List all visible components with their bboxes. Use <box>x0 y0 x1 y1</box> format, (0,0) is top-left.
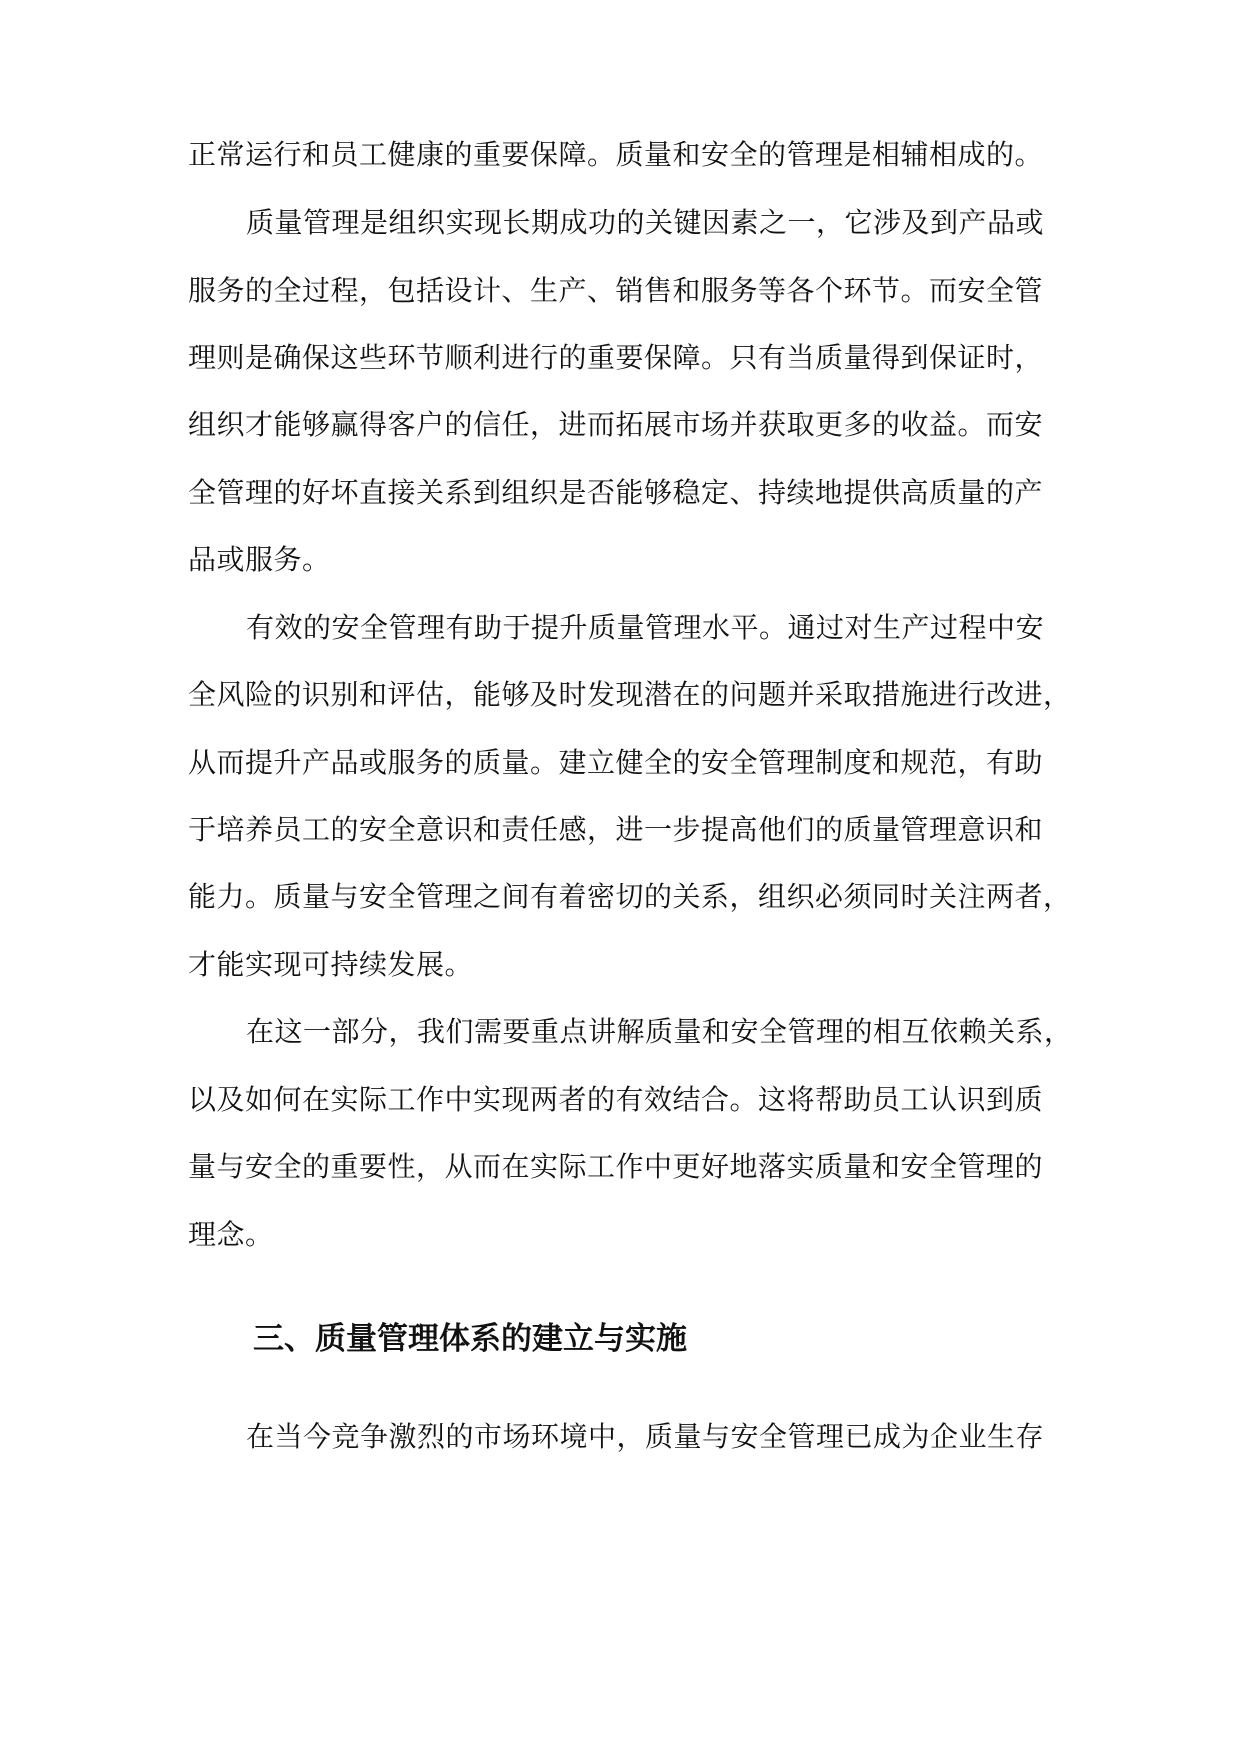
paragraph-line: 从而提升产品或服务的质量。建立健全的安全管理制度和规范，有助 <box>188 746 1044 779</box>
paragraph-line: 能力。质量与安全管理之间有着密切的关系，组织必须同时关注两者， <box>188 880 1072 913</box>
paragraph-line: 正常运行和员工健康的重要保障。质量和安全的管理是相辅相成的。 <box>188 138 1044 171</box>
paragraph-line: 于培养员工的安全意识和责任感，进一步提高他们的质量管理意识和 <box>188 813 1044 846</box>
paragraph-line: 以及如何在实际工作中实现两者的有效结合。这将帮助员工认识到质 <box>188 1083 1044 1116</box>
paragraph-line: 全管理的好坏直接关系到组织是否能够稳定、持续地提供高质量的产 <box>188 476 1044 509</box>
paragraph-line: 在这一部分，我们需要重点讲解质量和安全管理的相互依赖关系， <box>246 1015 1073 1048</box>
section-heading: 三、质量管理体系的建立与实施 <box>253 1321 687 1357</box>
paragraph-line: 有效的安全管理有助于提升质量管理水平。通过对生产过程中安 <box>246 611 1045 644</box>
paragraph-line: 组织才能够赢得客户的信任，进而拓展市场并获取更多的收益。而安 <box>188 408 1044 441</box>
paragraph-line: 理则是确保这些环节顺利进行的重要保障。只有当质量得到保证时， <box>188 341 1044 374</box>
paragraph-line: 全风险的识别和评估，能够及时发现潜在的问题并采取措施进行改进， <box>188 678 1072 711</box>
paragraph-line: 量与安全的重要性，从而在实际工作中更好地落实质量和安全管理的 <box>188 1150 1044 1183</box>
paragraph-line: 理念。 <box>188 1218 274 1251</box>
paragraph-line: 才能实现可持续发展。 <box>188 948 474 981</box>
paragraph-line: 服务的全过程，包括设计、生产、销售和服务等各个环节。而安全管 <box>188 274 1044 307</box>
paragraph-line: 品或服务。 <box>188 543 331 576</box>
paragraph-line: 在当今竞争激烈的市场环境中，质量与安全管理已成为企业生存 <box>246 1420 1045 1453</box>
paragraph-line: 质量管理是组织实现长期成功的关键因素之一，它涉及到产品或 <box>246 206 1045 239</box>
